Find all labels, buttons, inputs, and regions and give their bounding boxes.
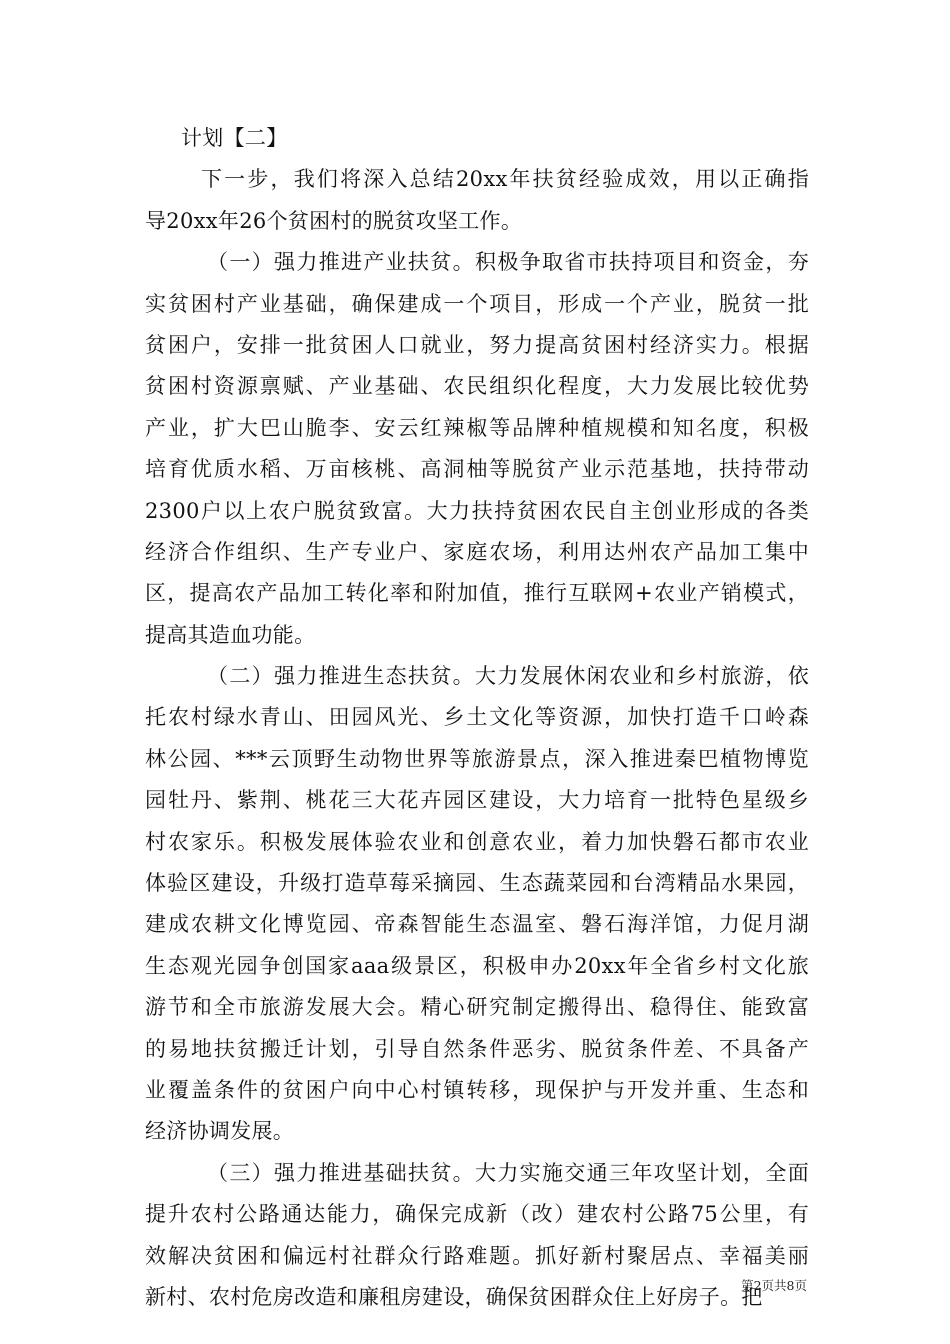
section-1-paragraph-line: 经济合作组织、生产专业户、家庭农场，利用达州农产品加工集中 (145, 539, 809, 564)
section-2-paragraph-line: （二）强力推进生态扶贫。大力发展休闲农业和乡村旅游，依 (207, 664, 809, 689)
section-2-paragraph-line: 生态观光园争创国家aaa级景区，积极申办20xx年全省乡村文化旅 (145, 953, 809, 978)
section-3-paragraph-line: 效解决贫困和偏远村社群众行路难题。抓好新村聚居点、幸福美丽 (145, 1243, 809, 1268)
section-1-paragraph-line: 实贫困村产业基础，确保建成一个项目，形成一个产业，脱贫一批 (145, 291, 809, 316)
section-2-paragraph-line: 村农家乐。积极发展体验农业和创意农业，着力加快磐石都市农业 (145, 829, 809, 854)
section-3-paragraph-line: 新村、农村危房改造和廉租房建设，确保贫困群众住上好房子。把 (145, 1284, 763, 1309)
section-1-paragraph-line: 产业，扩大巴山脆李、安云红辣椒等品牌种植规模和知名度，积极 (145, 415, 809, 440)
section-2-paragraph-line: 游节和全市旅游发展大会。精心研究制定搬得出、稳得住、能致富 (145, 995, 809, 1020)
document-body (145, 118, 809, 1318)
intro-paragraph-line: 下一步，我们将深入总结20xx年扶贫经验成效，用以正确指 (201, 167, 809, 192)
section-3-paragraph-line: （三）强力推进基础扶贫。大力实施交通三年攻坚计划，全面 (207, 1160, 809, 1185)
intro-paragraph-line: 导20xx年26个贫困村的脱贫攻坚工作。 (145, 208, 523, 233)
section-1-paragraph-line: 提高其造血功能。 (145, 622, 316, 647)
section-1-paragraph-line: 培育优质水稻、万亩核桃、高洞柚等脱贫产业示范基地，扶持带动 (145, 457, 809, 482)
section-2-paragraph-line: 林公园、***云顶野生动物世界等旅游景点，深入推进秦巴植物博览 (145, 746, 809, 771)
section-1-paragraph-line: 贫困户，安排一批贫困人口就业，努力提高贫困村经济实力。根据 (145, 332, 809, 357)
section-2-paragraph-line: 的易地扶贫搬迁计划，引导自然条件恶劣、脱贫条件差、不具备产 (145, 1036, 809, 1061)
section-2-paragraph-line: 园牡丹、紫荆、桃花三大花卉园区建设，大力培育一批特色星级乡 (145, 788, 809, 813)
section-3-paragraph-line: 提升农村公路通达能力，确保完成新（改）建农村公路75公里，有 (145, 1202, 809, 1227)
section-2-paragraph-line: 托农村绿水青山、田园风光、乡土文化等资源，加快打造千口岭森 (145, 705, 809, 730)
section-heading: 计划【二】 (181, 126, 288, 150)
section-1-paragraph-line: 贫困村资源禀赋、产业基础、农民组织化程度，大力发展比较优势 (145, 374, 809, 399)
section-2-paragraph-line: 建成农耕文化博览园、帝森智能生态温室、磐石海洋馆，力促月湖 (145, 912, 809, 937)
section-2-paragraph-line: 业覆盖条件的贫困户向中心村镇转移，现保护与开发并重、生态和 (145, 1077, 809, 1102)
section-2-paragraph-line: 体验区建设，升级打造草莓采摘园、生态蔬菜园和台湾精品水果园， (145, 871, 809, 896)
section-1-paragraph-line: （一）强力推进产业扶贫。积极争取省市扶持项目和资金，夯 (207, 250, 809, 275)
section-1-paragraph-line: 2300户以上农户脱贫致富。大力扶持贫困农民自主创业形成的各类 (145, 498, 809, 523)
section-1-paragraph-line: 区，提高农产品加工转化率和附加值，推行互联网+农业产销模式， (145, 581, 809, 606)
page-number: 第2页共8页 (741, 1278, 807, 1293)
section-2-paragraph-line: 经济协调发展。 (145, 1119, 295, 1144)
